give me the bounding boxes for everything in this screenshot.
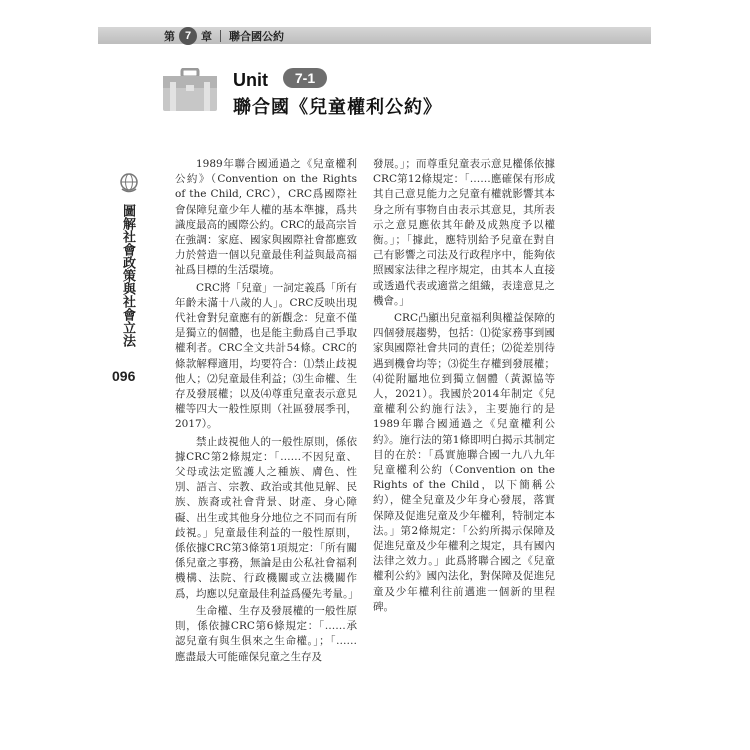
- paragraph: 1989年聯合國通過之《兒童權利公約》（Convention on the Rights of the Child, CRC），CRC爲國際社會保障兒童少年人權的基本準據，爲共識度最高的國際公約。CRC的最高宗旨在強調：家庭、國家與國際社會都應致力於營造一個以兒童最佳利益與最高福祉爲目標的生活環境。: [175, 158, 357, 277]
- unit-label: Unit: [233, 70, 268, 90]
- chapter-header-bar: [98, 27, 651, 44]
- chapter-number-badge: 7: [179, 27, 197, 45]
- unit-title: 聯合國《兒童權利公約》: [233, 97, 442, 118]
- briefcase-icon: [162, 68, 218, 112]
- page-number: 096: [112, 368, 136, 384]
- unit-number-badge: 7-1: [283, 68, 327, 88]
- right-text-column: [373, 157, 555, 617]
- chapter-suffix: 章: [201, 30, 212, 43]
- chapter-label: [164, 27, 284, 44]
- paragraph: 禁止歧視他人的一般性原則，係依據CRC第2條規定：「……不因兒童、父母或法定監護人之種族、膚色、性別、語言、宗教、政治或其他見解、民族、族裔或社會背景、財產、身心障礙、出生或其他身分地位之不同而有所歧視。」兒童最佳利益的一般性原則，係依據CRC第3條第1項規定：「所有關係兒童之事務，無論是由公私社會福利機構、法院、行政機關或立法機關作爲，均應以兒童最佳利益爲優先考量。」: [175, 435, 359, 600]
- paragraph-continued: 發展。」；而尊重兒童表示意見權係依據CRC第12條規定：「……應確保有形成其自己意見能力之兒童有權就影響其本身之所有事物自由表示其意見，其所表示之意見應依其年齡及成熟度予以權衡。」；「據此，應特別給予兒童在對自己有影響之司法及行政程序中，能夠依照國家法律之程序規定，由其本人直接或透過代表或適當之組織，表達意見之機會。」: [373, 158, 555, 307]
- chapter-name: 聯合國公約: [229, 30, 284, 43]
- chapter-prefix: 第: [164, 30, 175, 43]
- paragraph: CRC凸顯出兒童福利與權益保障的四個發展趨勢，包括：⑴從家務事到國家與國際社會共同的責任；⑵從差別待遇到機會均等；⑶從生存權到發展權；⑷從附屬地位到獨立個體（黃源協等人，2021）。我國於2014年制定《兒童權利公約施行法》，主要施行的是1989年聯合國通過之《兒童權利公約》。施行法的第1條即明白揭示其制定目的在於：「爲實施聯合國一九八九年兒童權利公約（Convention on the Rights of the Child，以下簡稱公約），健全兒童及少年身心發展，落實保障及促進兒童及少年權利，特制定本法。」第2條規定：「公約所揭示保障及促進兒童及少年權利之規定，具有國內法律之效力。」此爲將聯合國之《兒童權利公約》國內法化，對保障及促進兒童及少年權利往前邁進一個新的里程碑。: [373, 312, 555, 613]
- paragraph: CRC將「兒童」一詞定義爲「所有年齡未滿十八歲的人」。CRC反映出現代社會對兒童應有的新觀念：兒童不僅是獨立的個體，也是能主動爲自己爭取權利者。CRC全文共計54條。CRC的條款解釋適用，均要符合：⑴禁止歧視他人；⑵兒童最佳利益；⑶生命權、生存及發展權；以及⑷尊重兒童表示意見權等四大一般性原則（社區發展季刊，2017）。: [175, 281, 357, 431]
- header-divider: [220, 30, 221, 42]
- paragraph: 生命權、生存及發展權的一般性原則，係依據CRC第6條規定：「……承認兒童有與生俱來之生命權。」；「……應盡最大可能確保兒童之生存及: [175, 604, 357, 663]
- series-title: 圖解社會政策與社會立法: [120, 204, 135, 347]
- globe-icon: [118, 172, 140, 194]
- left-text-column: [175, 157, 357, 667]
